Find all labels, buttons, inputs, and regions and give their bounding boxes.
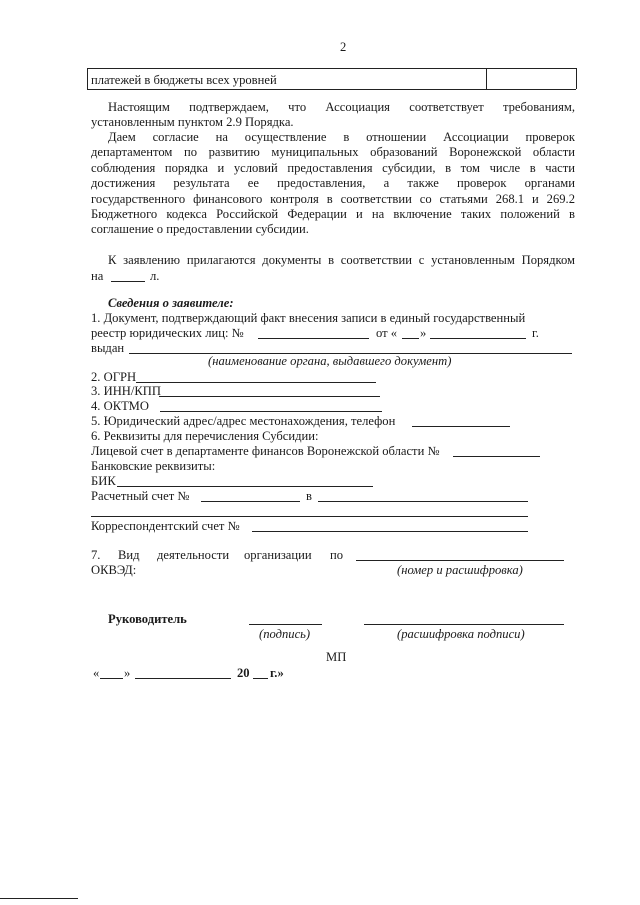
issued-by-label: выдан	[91, 341, 125, 355]
personal-account-field[interactable]	[453, 456, 540, 457]
registry-month-field[interactable]	[430, 338, 526, 339]
para1-line2: установленным пунктом 2.9 Порядка.	[91, 115, 294, 129]
para3-prefix: на	[91, 269, 104, 283]
settlement-in-label: в	[306, 489, 312, 503]
para2-line3: соблюдения порядка и условий предоставления субсидии, в том числе в части	[91, 161, 575, 175]
registry-number-field[interactable]	[258, 338, 369, 339]
oktmo-label: 4. ОКТМО	[91, 399, 149, 413]
stamp-label: МП	[326, 650, 347, 664]
para3-line1: К заявлению прилагаются документы в соответствии с установленным Порядком	[108, 253, 575, 267]
para2-line5: государственного финансового контроля в соответствии со статьями 268.1 и 269.2	[91, 192, 575, 206]
para2-line2: департаментом по развитию муниципальных образований Воронежской области	[91, 145, 575, 159]
item1-line1: 1. Документ, подтверждающий факт внесения записи в единый государственный	[91, 311, 526, 325]
table-right-border	[576, 68, 577, 89]
okved-activity: деятельности	[157, 548, 230, 562]
para2-line7: соглашение о предоставлении субсидии.	[91, 222, 309, 236]
table-cell-text: платежей в бюджеты всех уровней	[91, 73, 277, 87]
okved-caption: (номер и расшифровка)	[397, 563, 523, 577]
corr-account-label: Корреспондентский счет №	[91, 519, 240, 533]
personal-account-label: Лицевой счет в департаменте финансов Воронежской области №	[91, 444, 440, 458]
item1-quote-close: »	[420, 326, 427, 340]
bank-requisites-label: Банковские реквизиты:	[91, 459, 216, 473]
date-year-prefix: 20	[237, 666, 250, 680]
okved-org: организации	[244, 548, 312, 562]
address-label: 5. Юридический адрес/адрес местонахождения, телефон	[91, 414, 396, 428]
para3-suffix: л.	[150, 269, 160, 283]
settlement-bank-field[interactable]	[318, 501, 528, 502]
okved-7: 7.	[91, 548, 101, 562]
para2-line1: Даем согласие на осуществление в отношении Ассоциации проверок	[108, 130, 575, 144]
signature-decode-field[interactable]	[364, 624, 564, 625]
item1-line2: реестр юридических лиц: №	[91, 326, 244, 340]
date-suffix: г.»	[270, 666, 284, 680]
footer-rule	[0, 898, 78, 899]
para2-line4: достижения результата ее предоставления, а также проверок органами	[91, 176, 575, 190]
bik-label: БИК	[91, 474, 116, 488]
para1-line1: Настоящим подтверждаем, что Ассоциация соответствует требованиям,	[108, 100, 575, 114]
signature-field[interactable]	[249, 624, 322, 625]
okved-label: ОКВЭД:	[91, 563, 137, 577]
table-top-border	[87, 68, 576, 69]
date-open-quote: «	[93, 666, 100, 680]
table-bottom-border	[87, 89, 576, 90]
bik-field[interactable]	[117, 486, 373, 487]
issued-by-caption: (наименование органа, выдавшего документ)	[208, 354, 452, 368]
settlement-account-label: Расчетный счет №	[91, 489, 190, 503]
para2-line6: Бюджетного кодекса Российской Федерации и на включение таких положений в	[91, 207, 575, 221]
registry-day-field[interactable]	[402, 338, 419, 339]
table-divider	[486, 68, 487, 89]
signature-caption: (подпись)	[259, 627, 311, 641]
date-day-field[interactable]	[100, 678, 123, 679]
ogrn-field[interactable]	[136, 382, 376, 383]
corr-account-field[interactable]	[252, 531, 528, 532]
requisites-label: 6. Реквизиты для перечисления Субсидии:	[91, 429, 319, 443]
okved-vid: Вид	[118, 548, 140, 562]
okved-po: по	[330, 548, 344, 562]
date-year-field[interactable]	[253, 678, 268, 679]
bank-name-continuation-field[interactable]	[91, 516, 528, 517]
applicant-heading: Сведения о заявителе:	[108, 296, 234, 310]
inn-field[interactable]	[159, 396, 380, 397]
address-field[interactable]	[412, 426, 510, 427]
item1-year: г.	[532, 326, 539, 340]
page-number: 2	[340, 40, 347, 54]
pages-count-field[interactable]	[111, 281, 145, 282]
date-close-quote: »	[124, 666, 131, 680]
item1-from: от «	[376, 326, 398, 340]
settlement-account-field[interactable]	[201, 501, 300, 502]
signature-decode-caption: (расшифровка подписи)	[397, 627, 525, 641]
oktmo-field[interactable]	[160, 411, 382, 412]
ogrn-label: 2. ОГРН	[91, 370, 137, 384]
head-label: Руководитель	[108, 612, 187, 626]
okved-field[interactable]	[356, 560, 564, 561]
table-left-border	[87, 68, 88, 89]
date-month-field[interactable]	[135, 678, 231, 679]
inn-label: 3. ИНН/КПП	[91, 384, 161, 398]
